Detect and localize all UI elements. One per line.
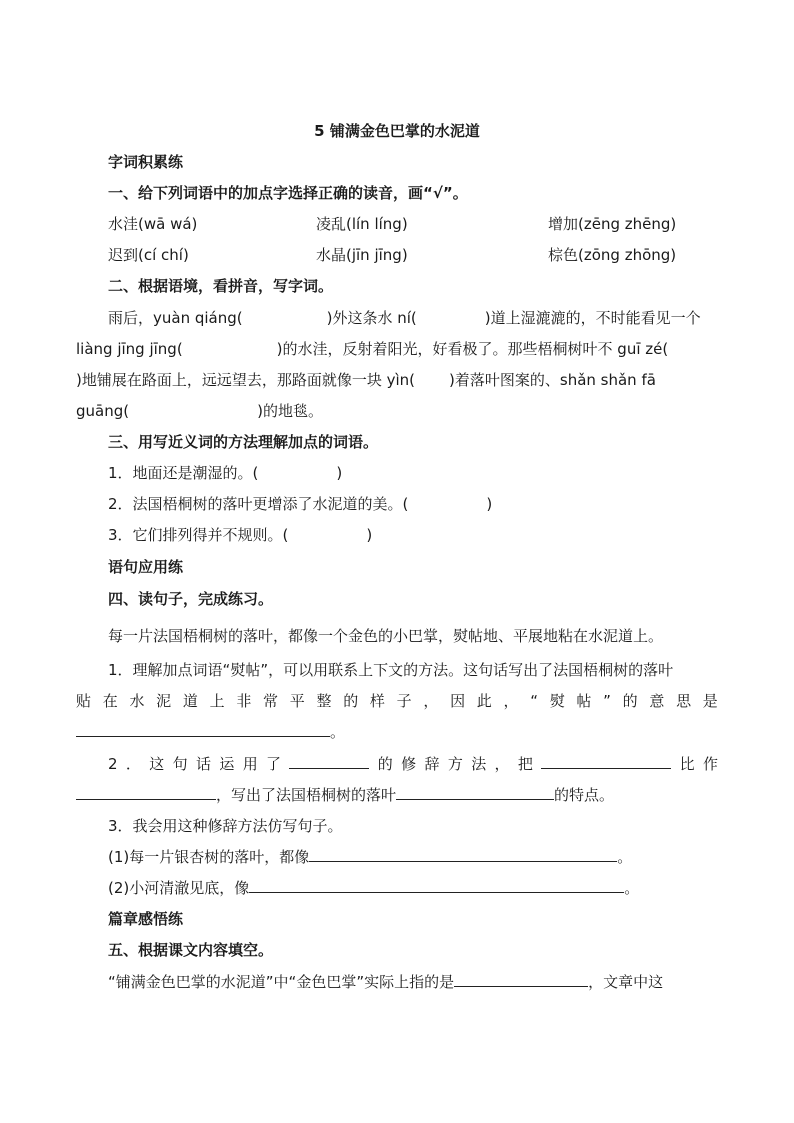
char: 方: [447, 755, 463, 773]
item-text: 1．地面还是潮湿的。(: [108, 464, 259, 482]
period: 。: [624, 879, 640, 897]
passage-text: )的水洼，反射着阳光，好看极了。那些梧桐树叶不 guī zé(: [276, 340, 669, 358]
char: 泥: [156, 692, 172, 710]
passage-line-2: [76, 339, 668, 359]
q5-line-1: [108, 972, 663, 992]
line-text: “铺满金色巴掌的水泥道”中“金色巴掌”实际上指的是: [108, 973, 455, 991]
section-header-vocab: 字词积累练: [108, 153, 184, 171]
q4-item-3: 3．我会用这种修辞方法仿写句子。: [108, 817, 343, 835]
q4-item-3-sub-2: [108, 878, 639, 898]
char: 运: [219, 755, 235, 773]
line-text: (2)小河清澈见底，像: [108, 879, 250, 897]
close-paren: ): [336, 464, 343, 482]
char: 这: [149, 755, 165, 773]
char: 用: [242, 755, 258, 773]
line-text: ，写出了法国梧桐树的落叶: [216, 786, 397, 804]
answer-blank[interactable]: [454, 972, 588, 987]
question-1-heading: 一、给下列词语中的加点字选择正确的读音，画“√”。: [108, 184, 468, 202]
char: 此: [476, 692, 492, 710]
passage-text: )的地毯。: [257, 402, 323, 420]
char: 的: [343, 692, 359, 710]
char: “: [530, 692, 538, 710]
char: 因: [450, 692, 466, 710]
char: 的: [622, 692, 638, 710]
pinyin-choice-item[interactable]: 水洼(wā wá): [108, 215, 198, 233]
char: 在: [102, 692, 118, 710]
char: 思: [676, 692, 692, 710]
char: 作: [702, 755, 718, 773]
synonym-item-1: [108, 463, 342, 483]
passage-text: guāng(: [76, 402, 130, 420]
q4-item-2-line-1: [108, 754, 718, 774]
char: 样: [369, 692, 385, 710]
question-2-heading: 二、根据语境，看拼音，写字词。: [108, 277, 334, 295]
q4-item-3-sub-1: [108, 847, 632, 867]
answer-blank[interactable]: [76, 722, 330, 737]
char: 2: [108, 755, 118, 773]
pinyin-choice-item[interactable]: 增加(zēng zhēng): [548, 215, 677, 233]
char: 非: [236, 692, 252, 710]
answer-blank[interactable]: [396, 785, 554, 800]
char: ”: [603, 692, 611, 710]
char: 句: [172, 755, 188, 773]
section-header-chapter: 篇章感悟练: [108, 910, 184, 928]
item-text: 3．它们排列得并不规则。(: [108, 526, 289, 544]
q4-item-1-line-1: 1．理解加点词语“熨帖”，可以用联系上下文的方法。这句话写出了法国梧桐树的落叶: [108, 661, 674, 679]
char: ，: [494, 755, 510, 773]
q4-item-2-line-2: [76, 785, 614, 805]
char: ．: [125, 755, 141, 773]
char: 平: [289, 692, 305, 710]
answer-blank[interactable]: [249, 878, 624, 893]
char: 意: [649, 692, 665, 710]
char: ，: [503, 692, 519, 710]
answer-blank[interactable]: [541, 754, 671, 769]
synonym-item-2: [108, 494, 492, 514]
char: 道: [182, 692, 198, 710]
line-text: (1)每一片银杏树的落叶，都像: [108, 848, 310, 866]
char: 比: [679, 755, 695, 773]
pinyin-choice-item[interactable]: 水晶(jīn jīng): [316, 246, 408, 264]
char: 的: [377, 755, 393, 773]
passage-line-1: [108, 308, 701, 328]
pinyin-choice-item[interactable]: 迟到(cí chí): [108, 246, 189, 264]
q4-item-1-line-2: [76, 691, 718, 711]
section-header-sentence: 语句应用练: [108, 558, 184, 576]
char: 辞: [424, 755, 440, 773]
question-4-heading: 四、读句子，完成练习。: [108, 590, 274, 608]
item-text: 2．法国梧桐树的落叶更增添了水泥道的美。(: [108, 495, 409, 513]
synonym-item-3: [108, 525, 372, 545]
question-3-heading: 三、用写近义词的方法理解加点的词语。: [108, 433, 379, 451]
char: 帖: [576, 692, 592, 710]
char: 话: [195, 755, 211, 773]
passage-text: )道上湿漉漉的，不时能看见一个: [484, 309, 701, 327]
answer-blank[interactable]: [76, 785, 216, 800]
char: 整: [316, 692, 332, 710]
char: 水: [129, 692, 145, 710]
char: ，: [423, 692, 439, 710]
reading-sentence: 每一片法国梧桐树的落叶，都像一个金色的小巴掌，熨帖地、平展地粘在水泥道上。: [108, 627, 664, 645]
close-paren: ): [486, 495, 493, 513]
char: 上: [209, 692, 225, 710]
q4-item-1-answer: [76, 722, 345, 742]
char: 熨: [549, 692, 565, 710]
passage-line-4: [76, 401, 323, 421]
passage-text: )地铺展在路面上，远远望去，那路面就像一块 yìn(: [76, 371, 416, 389]
question-5-heading: 五、根据课文内容填空。: [108, 941, 274, 959]
passage-text: liàng jīng jīng(: [76, 340, 183, 358]
passage-text: 雨后，yuàn qiáng(: [108, 309, 243, 327]
close-paren: ): [366, 526, 373, 544]
char: 是: [702, 692, 718, 710]
passage-text: )着落叶图案的、shǎn shǎn fā: [449, 371, 656, 389]
char: 了: [266, 755, 282, 773]
char: 法: [471, 755, 487, 773]
pinyin-choice-item[interactable]: 棕色(zōng zhōng): [548, 246, 677, 264]
passage-text: )外这条水 ní(: [326, 309, 417, 327]
char: 修: [401, 755, 417, 773]
char: 贴: [76, 692, 92, 710]
answer-blank[interactable]: [289, 754, 369, 769]
char: 把: [517, 755, 533, 773]
page-title: 5 铺满金色巴掌的水泥道: [314, 122, 480, 140]
char: 常: [263, 692, 279, 710]
line-text: 的特点。: [554, 786, 615, 804]
period: 。: [617, 848, 633, 866]
line-text: ，文章中这: [588, 973, 664, 991]
answer-blank[interactable]: [309, 847, 617, 862]
passage-line-3: [76, 370, 656, 390]
char: 子: [396, 692, 412, 710]
pinyin-choice-item[interactable]: 凌乱(lín líng): [316, 215, 408, 233]
period: 。: [330, 723, 346, 741]
